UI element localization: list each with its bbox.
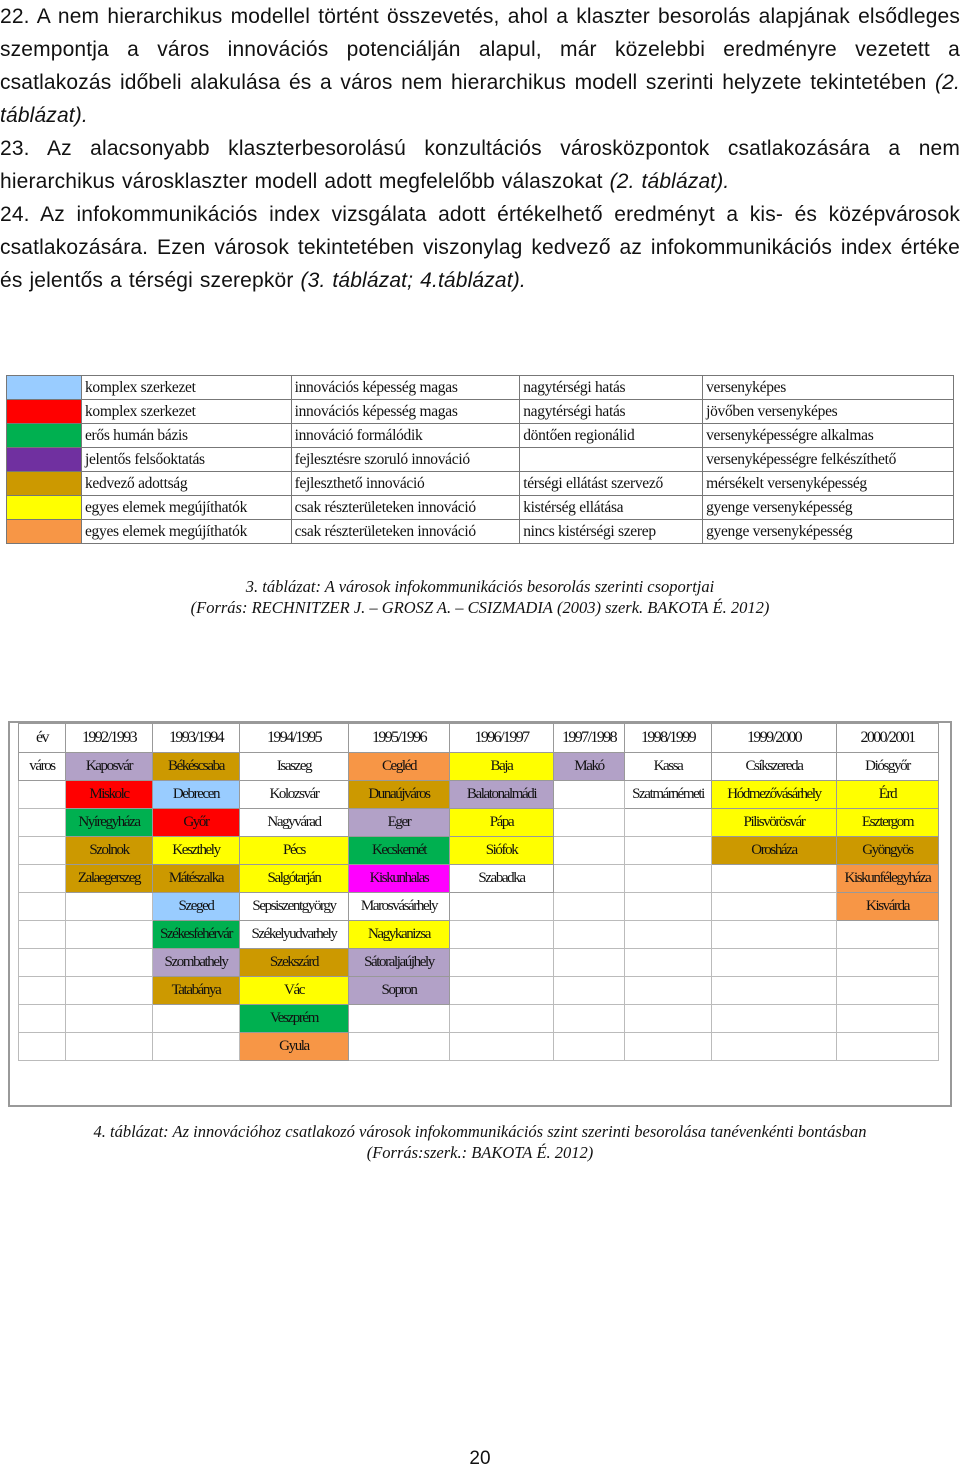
empty-cell bbox=[153, 1005, 240, 1033]
empty-cell bbox=[625, 865, 712, 893]
paragraph-23 bbox=[0, 132, 960, 198]
empty-cell bbox=[66, 1005, 153, 1033]
city-cell: Marosvásárhely bbox=[349, 893, 450, 921]
city-cell: Kolozsvár bbox=[240, 781, 349, 809]
table-cell: gyenge versenyképesség bbox=[703, 496, 954, 520]
city-cell: Dunaújváros bbox=[349, 781, 450, 809]
city-cell: Isaszeg bbox=[240, 753, 349, 781]
color-swatch bbox=[7, 424, 82, 448]
city-cell: Balatonalmádi bbox=[450, 781, 554, 809]
table-cell: egyes elemek megújíthatók bbox=[81, 496, 291, 520]
empty-cell bbox=[837, 921, 939, 949]
empty-cell bbox=[19, 781, 66, 809]
city-cell: Székelyudvarhely bbox=[240, 921, 349, 949]
city-cell: Zalaegerszeg bbox=[66, 865, 153, 893]
table-cell: fejlesztésre szoruló innováció bbox=[291, 448, 520, 472]
city-cell: Szeged bbox=[153, 893, 240, 921]
empty-cell bbox=[625, 837, 712, 865]
table-cell: versenyképes bbox=[703, 376, 954, 400]
table-cell bbox=[520, 448, 703, 472]
table-row bbox=[7, 448, 954, 472]
paragraph-24 bbox=[0, 198, 960, 297]
table-row bbox=[7, 472, 954, 496]
empty-cell bbox=[450, 977, 554, 1005]
city-cell: Kiskunfélegyháza bbox=[837, 865, 939, 893]
city-cell: Cegléd bbox=[349, 753, 450, 781]
table-cell: erős humán bázis bbox=[81, 424, 291, 448]
table-row bbox=[7, 520, 954, 544]
page-number: 20 bbox=[469, 1448, 491, 1469]
empty-cell bbox=[66, 949, 153, 977]
empty-cell bbox=[66, 977, 153, 1005]
empty-cell bbox=[554, 865, 625, 893]
city-cell: Sátoraljaújhely bbox=[349, 949, 450, 977]
city-cell: Kecskemét bbox=[349, 837, 450, 865]
table-cell: komplex szerkezet bbox=[81, 376, 291, 400]
paragraph-text: A nem hierarchikus modellel történt összevetés, ahol a klaszter besorolás alapjának elsődleges szempontja a város innovációs potenciálján alapul, már közelebbi eredményre vezetett a csatlakozás időbeli alakulása és a város nem hierarchikus modell szerinti helyzete tekintetében bbox=[0, 5, 960, 94]
table-cell: gyenge versenyképesség bbox=[703, 520, 954, 544]
table-row bbox=[19, 781, 939, 809]
empty-cell bbox=[19, 1005, 66, 1033]
color-swatch bbox=[7, 400, 82, 424]
table-reference: (2. táblázat). bbox=[0, 71, 960, 127]
empty-cell bbox=[837, 1005, 939, 1033]
empty-cell bbox=[19, 837, 66, 865]
empty-cell bbox=[19, 1033, 66, 1061]
city-cell: Debrecen bbox=[153, 781, 240, 809]
city-cell: Győr bbox=[153, 809, 240, 837]
empty-cell bbox=[450, 921, 554, 949]
empty-cell bbox=[19, 893, 66, 921]
city-cell: Mátészalka bbox=[153, 865, 240, 893]
empty-cell bbox=[554, 949, 625, 977]
city-cell: Vác bbox=[240, 977, 349, 1005]
empty-cell bbox=[19, 977, 66, 1005]
table-cell: egyes elemek megújíthatók bbox=[81, 520, 291, 544]
table-cell: nagytérségi hatás bbox=[520, 376, 703, 400]
city-cell: Gyöngyös bbox=[837, 837, 939, 865]
city-cell: Nyíregyháza bbox=[66, 809, 153, 837]
city-cell: Kassa bbox=[625, 753, 712, 781]
empty-cell bbox=[712, 977, 837, 1005]
empty-cell bbox=[625, 809, 712, 837]
table-cell: csak részterületeken innováció bbox=[291, 496, 520, 520]
city-cell: Békéscsaba bbox=[153, 753, 240, 781]
paragraph-number: 24. bbox=[0, 203, 30, 226]
city-cell: Kiskunhalas bbox=[349, 865, 450, 893]
city-cell: Eger bbox=[349, 809, 450, 837]
empty-cell bbox=[554, 837, 625, 865]
table-row bbox=[19, 837, 939, 865]
empty-cell bbox=[66, 1033, 153, 1061]
empty-cell bbox=[625, 949, 712, 977]
city-cell: Érd bbox=[837, 781, 939, 809]
table-cell: kedvező adottság bbox=[81, 472, 291, 496]
city-cell: Nagykanizsa bbox=[349, 921, 450, 949]
table-cell: nincs kistérségi szerep bbox=[520, 520, 703, 544]
caption-source: (Forrás:szerk.: BAKOTA É. 2012) bbox=[366, 1143, 594, 1162]
empty-cell bbox=[712, 921, 837, 949]
empty-cell bbox=[19, 865, 66, 893]
table-cell: innováció formálódik bbox=[291, 424, 520, 448]
city-cell: Hódmezővásárhely bbox=[712, 781, 837, 809]
empty-cell bbox=[554, 809, 625, 837]
empty-cell bbox=[554, 781, 625, 809]
column-header: év bbox=[19, 724, 66, 753]
table-cell: komplex szerkezet bbox=[81, 400, 291, 424]
empty-cell bbox=[554, 1005, 625, 1033]
city-cell: Csíkszereda bbox=[712, 753, 837, 781]
table-cell: innovációs képesség magas bbox=[291, 400, 520, 424]
column-header: 1995/1996 bbox=[349, 724, 450, 753]
empty-cell bbox=[554, 977, 625, 1005]
column-header: 1998/1999 bbox=[625, 724, 712, 753]
city-cell: Sopron bbox=[349, 977, 450, 1005]
city-cell: Nagyvárad bbox=[240, 809, 349, 837]
city-cell: Székesfehérvár bbox=[153, 921, 240, 949]
column-header: 1999/2000 bbox=[712, 724, 837, 753]
table-3-legend bbox=[6, 375, 954, 544]
empty-cell bbox=[712, 1005, 837, 1033]
table-cell: döntően regionálid bbox=[520, 424, 703, 448]
empty-cell bbox=[625, 893, 712, 921]
city-cell: Miskolc bbox=[66, 781, 153, 809]
column-header: 1993/1994 bbox=[153, 724, 240, 753]
table-row bbox=[19, 949, 939, 977]
table-row bbox=[19, 893, 939, 921]
city-cell: Kaposvár bbox=[66, 753, 153, 781]
city-cell: város bbox=[19, 753, 66, 781]
city-cell: Kisvárda bbox=[837, 893, 939, 921]
city-cell: Tatabánya bbox=[153, 977, 240, 1005]
empty-cell bbox=[450, 1033, 554, 1061]
empty-cell bbox=[19, 949, 66, 977]
empty-cell bbox=[837, 977, 939, 1005]
empty-cell bbox=[450, 1005, 554, 1033]
empty-cell bbox=[712, 893, 837, 921]
table-cell: kistérség ellátása bbox=[520, 496, 703, 520]
color-swatch bbox=[7, 496, 82, 520]
empty-cell bbox=[712, 865, 837, 893]
city-cell: Szatmárnémeti bbox=[625, 781, 712, 809]
empty-cell bbox=[625, 977, 712, 1005]
paragraph-number: 23. bbox=[0, 137, 30, 160]
table-cell: fejleszthető innováció bbox=[291, 472, 520, 496]
table-row bbox=[7, 400, 954, 424]
table-cell: térségi ellátást szervező bbox=[520, 472, 703, 496]
city-cell: Esztergom bbox=[837, 809, 939, 837]
city-cell: Siófok bbox=[450, 837, 554, 865]
empty-cell bbox=[554, 921, 625, 949]
table-row bbox=[19, 921, 939, 949]
city-cell: Szabadka bbox=[450, 865, 554, 893]
city-cell: Sepsiszentgyörgy bbox=[240, 893, 349, 921]
paragraph-text: Az alacsonyabb klaszterbesorolású konzultációs városközpontok csatlakozására a nem hierarchikus városklaszter modell adott megfelelőbb válaszokat bbox=[0, 137, 960, 193]
paragraph-number: 22. bbox=[0, 5, 30, 28]
table-row bbox=[19, 809, 939, 837]
table-cell: jelentős felsőoktatás bbox=[81, 448, 291, 472]
caption-line: 4. táblázat: Az innovációhoz csatlakozó városok infokommunikációs szint szerinti besorolása tanévenkénti bontásban bbox=[93, 1122, 867, 1141]
city-cell: Diósgyőr bbox=[837, 753, 939, 781]
city-cell: Pécs bbox=[240, 837, 349, 865]
empty-cell bbox=[625, 1005, 712, 1033]
city-cell: Salgótarján bbox=[240, 865, 349, 893]
table-cell: versenyképességre alkalmas bbox=[703, 424, 954, 448]
color-swatch bbox=[7, 448, 82, 472]
table-row bbox=[7, 496, 954, 520]
table-cell: nagytérségi hatás bbox=[520, 400, 703, 424]
caption-source: (Forrás: RECHNITZER J. – GROSZ A. – CSIZMADIA (2003) szerk. BAKOTA É. 2012) bbox=[190, 598, 770, 617]
table-row bbox=[19, 865, 939, 893]
column-header: 1997/1998 bbox=[554, 724, 625, 753]
table-row bbox=[7, 376, 954, 400]
empty-cell bbox=[554, 893, 625, 921]
body-text bbox=[0, 0, 960, 297]
city-cell: Szekszárd bbox=[240, 949, 349, 977]
empty-cell bbox=[349, 1005, 450, 1033]
column-header: 1996/1997 bbox=[450, 724, 554, 753]
empty-cell bbox=[712, 1033, 837, 1061]
table-row bbox=[19, 1033, 939, 1061]
table-4-cities bbox=[18, 723, 939, 1061]
table-reference: (2. táblázat). bbox=[609, 170, 730, 193]
color-swatch bbox=[7, 472, 82, 496]
column-header: 2000/2001 bbox=[837, 724, 939, 753]
empty-cell bbox=[837, 1033, 939, 1061]
city-cell: Szolnok bbox=[66, 837, 153, 865]
empty-cell bbox=[450, 893, 554, 921]
city-cell: Veszprém bbox=[240, 1005, 349, 1033]
paragraph-22 bbox=[0, 0, 960, 132]
color-swatch bbox=[7, 520, 82, 544]
table-reference: (3. táblázat; 4.táblázat). bbox=[300, 269, 526, 292]
empty-cell bbox=[625, 1033, 712, 1061]
city-cell: Baja bbox=[450, 753, 554, 781]
city-cell: Makó bbox=[554, 753, 625, 781]
table-cell: csak részterületeken innováció bbox=[291, 520, 520, 544]
empty-cell bbox=[712, 949, 837, 977]
table-cell: versenyképességre felkészíthető bbox=[703, 448, 954, 472]
column-header: 1994/1995 bbox=[240, 724, 349, 753]
empty-cell bbox=[66, 893, 153, 921]
empty-cell bbox=[837, 949, 939, 977]
table-3-caption bbox=[0, 576, 960, 618]
table-cell: mérsékelt versenyképesség bbox=[703, 472, 954, 496]
empty-cell bbox=[349, 1033, 450, 1061]
column-header: 1992/1993 bbox=[66, 724, 153, 753]
caption-line: 3. táblázat: A városok infokommunikációs besorolás szerinti csoportjai bbox=[245, 577, 715, 596]
city-cell: Gyula bbox=[240, 1033, 349, 1061]
paragraph-text: Az infokommunikációs index vizsgálata adott értékelhető eredményt a kis- és középvárosok csatlakozására. Ezen városok tekintetében viszonylag kedvező az infokommunikációs index értéke és jelentős a térségi szerepkör bbox=[0, 203, 960, 292]
empty-cell bbox=[19, 809, 66, 837]
color-swatch bbox=[7, 376, 82, 400]
city-cell: Orosháza bbox=[712, 837, 837, 865]
city-cell: Pilisvörösvár bbox=[712, 809, 837, 837]
table-row bbox=[19, 977, 939, 1005]
table-4-caption bbox=[0, 1121, 960, 1163]
city-cell: Pápa bbox=[450, 809, 554, 837]
table-cell: jövőben versenyképes bbox=[703, 400, 954, 424]
empty-cell bbox=[450, 949, 554, 977]
table-row bbox=[19, 753, 939, 781]
empty-cell bbox=[19, 921, 66, 949]
table-row bbox=[7, 424, 954, 448]
empty-cell bbox=[554, 1033, 625, 1061]
empty-cell bbox=[66, 921, 153, 949]
table-header-row bbox=[19, 724, 939, 753]
table-cell: innovációs képesség magas bbox=[291, 376, 520, 400]
empty-cell bbox=[153, 1033, 240, 1061]
city-cell: Keszthely bbox=[153, 837, 240, 865]
table-row bbox=[19, 1005, 939, 1033]
city-cell: Szombathely bbox=[153, 949, 240, 977]
empty-cell bbox=[625, 921, 712, 949]
